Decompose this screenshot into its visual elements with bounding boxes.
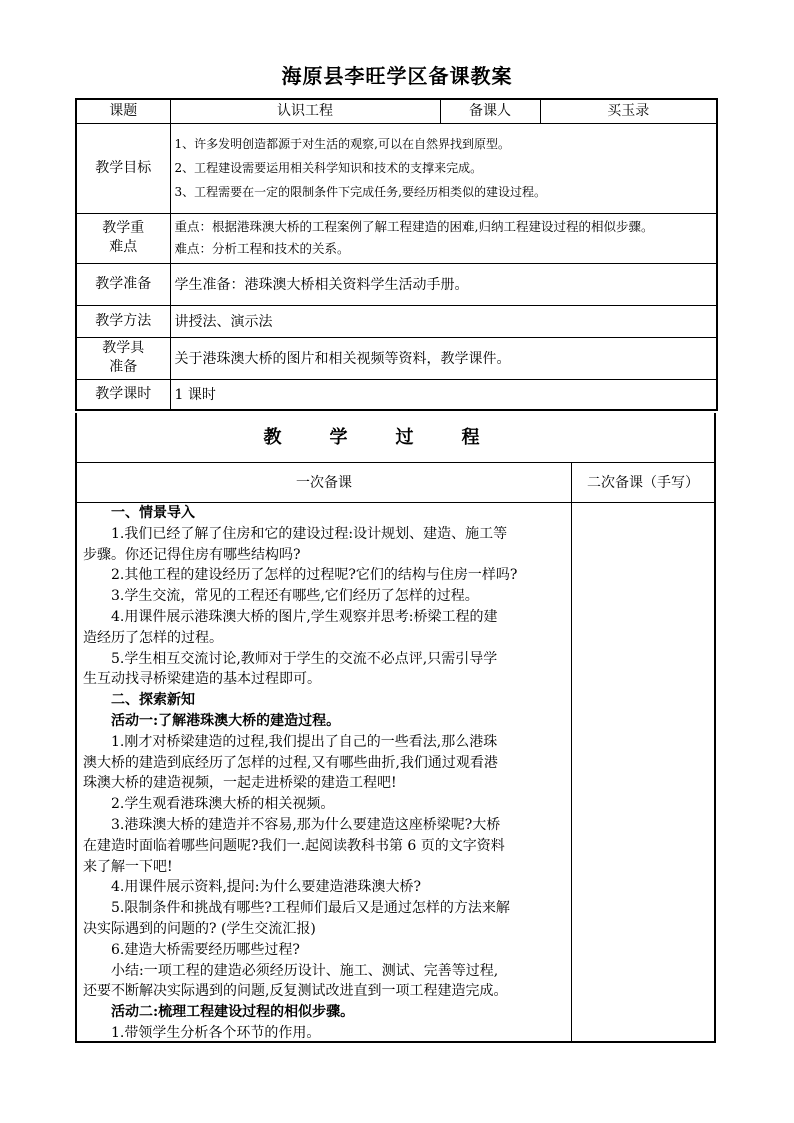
content-line: 生互动找寻桥梁建造的基本过程即可。 bbox=[83, 671, 321, 688]
goal-item: 1、许多发明创造都源于对生活的观察,可以在自然界找到原型。 bbox=[174, 137, 510, 151]
tools-row bbox=[76, 337, 717, 379]
first-prep-header: 一次备课 bbox=[75, 463, 572, 503]
topic-label: 课题 bbox=[76, 99, 170, 123]
preparer-label: 备课人 bbox=[440, 99, 540, 123]
content-line: 造经历了怎样的过程。 bbox=[83, 629, 223, 646]
content-line: 3.港珠澳大桥的建造并不容易,那为什么要建造这座桥梁呢?大桥 bbox=[111, 816, 501, 833]
content-line: 4.用课件展示港珠澳大桥的图片,学生观察并思考:桥梁工程的建 bbox=[111, 608, 498, 625]
keypoints-label bbox=[76, 213, 170, 263]
tools-label-line1: 教学具 bbox=[102, 340, 145, 356]
prep-value: 学生准备：港珠澳大桥相关资料学生活动手册。 bbox=[170, 263, 717, 305]
method-row bbox=[76, 305, 717, 337]
content-line: 澳大桥的建造到底经历了怎样的过程,又有哪些曲折,我们通过观看港 bbox=[83, 754, 498, 771]
topic-value: 认识工程 bbox=[170, 99, 440, 123]
content-line: 在建造时面临着哪些问题呢?我们一.起阅读教科书第 6 页的文字资料 bbox=[83, 837, 505, 854]
goals-label: 教学目标 bbox=[76, 123, 170, 213]
section-heading: 一、情景导入 bbox=[111, 505, 195, 521]
content-line: 1.刚才对桥梁建造的过程,我们提出了自己的一些看法,那么港珠 bbox=[111, 733, 498, 750]
content-line: 决实际遇到的问题的? (学生交流汇报) bbox=[83, 920, 316, 937]
keypoints-cell bbox=[170, 213, 717, 263]
activity-heading: 活动一:了解港珠澳大桥的建造过程。 bbox=[111, 712, 341, 729]
page-title: 海原县李旺学区备课教案 bbox=[281, 64, 513, 88]
lesson-info-table bbox=[75, 98, 718, 411]
content-line: 5.学生相互交流讨论,教师对于学生的交流不必点评,只需引导学 bbox=[111, 650, 498, 667]
method-value: 讲授法、演示法 bbox=[170, 305, 717, 337]
content-line: 1.带领学生分析各个环节的作用。 bbox=[111, 1024, 321, 1041]
second-prep-header: 二次备课（手写） bbox=[572, 463, 716, 503]
goals-row bbox=[76, 123, 717, 213]
method-label: 教学方法 bbox=[76, 305, 170, 337]
prep-label: 教学准备 bbox=[76, 263, 170, 305]
keypoints-label-line1: 教学重 bbox=[102, 220, 145, 236]
tools-label-line2: 准备 bbox=[109, 359, 138, 375]
content-line: 6.建造大桥需要经历哪些过程? bbox=[111, 941, 300, 958]
content-line: 2.其他工程的建设经历了怎样的过程呢?它们的结构与住房一样吗? bbox=[111, 567, 518, 584]
content-line: 2.学生观看港珠澳大桥的相关视频。 bbox=[111, 796, 335, 813]
activity-heading: 活动二:梳理工程建设过程的相似步骤。 bbox=[111, 1004, 355, 1021]
preparer-value: 买玉录 bbox=[540, 99, 717, 123]
content-line: 4.用课件展示资料,提问:为什么要建造港珠澳大桥? bbox=[111, 879, 422, 896]
process-heading-text: 教学过程 bbox=[263, 427, 528, 448]
content-line: 珠澳大桥的建造视频，一起走进桥梁的建造工程吧! bbox=[83, 775, 397, 792]
difficulty-text: 难点：分析工程和技术的关系。 bbox=[174, 241, 350, 256]
goal-item: 2、工程建设需要运用相关科学知识和技术的支撑来完成。 bbox=[174, 161, 483, 175]
hours-label: 教学课时 bbox=[76, 379, 170, 410]
content-line: 5.限制条件和挑战有哪些?工程师们最后又是通过怎样的方法来解 bbox=[111, 900, 510, 917]
first-prep-content bbox=[75, 503, 572, 1043]
second-prep-content bbox=[572, 503, 716, 1043]
keypoint-text: 重点：根据港珠澳大桥的工程案例了解工程建造的困难,归纳工程建设过程的相似步骤。 bbox=[174, 219, 654, 234]
tools-label bbox=[76, 337, 170, 379]
content-line: 还要不断解决实际遇到的问题,反复测试改进直到一项工程建造完成。 bbox=[83, 983, 508, 1000]
content-line: 小结:一项工程的建造必须经历设计、施工、测试、完善等过程, bbox=[111, 962, 499, 979]
goal-item: 3、工程需要在一定的限制条件下完成任务,要经历相类似的建设过程。 bbox=[174, 185, 546, 199]
hours-row bbox=[76, 379, 717, 410]
tools-value: 关于港珠澳大桥的图片和相关视频等资料，教学课件。 bbox=[170, 337, 717, 379]
content-line: 步骤。你还记得住房有哪些结构吗? bbox=[83, 546, 301, 563]
content-line: 1.我们已经了解了住房和它的建设过程:设计规划、建造、施工等 bbox=[111, 525, 508, 542]
section-heading: 二、探索新知 bbox=[111, 692, 195, 709]
content-line: 来了解一下吧! bbox=[83, 858, 173, 875]
process-heading bbox=[75, 413, 716, 463]
prep-row bbox=[76, 263, 717, 305]
keypoints-row bbox=[76, 213, 717, 263]
hours-value: 1 课时 bbox=[170, 379, 717, 410]
content-line: 3.学生交流，常见的工程还有哪些,它们经历了怎样的过程。 bbox=[111, 588, 479, 605]
topic-row bbox=[76, 99, 717, 123]
goals-cell bbox=[170, 123, 717, 213]
keypoints-label-line2: 难点 bbox=[109, 239, 138, 255]
